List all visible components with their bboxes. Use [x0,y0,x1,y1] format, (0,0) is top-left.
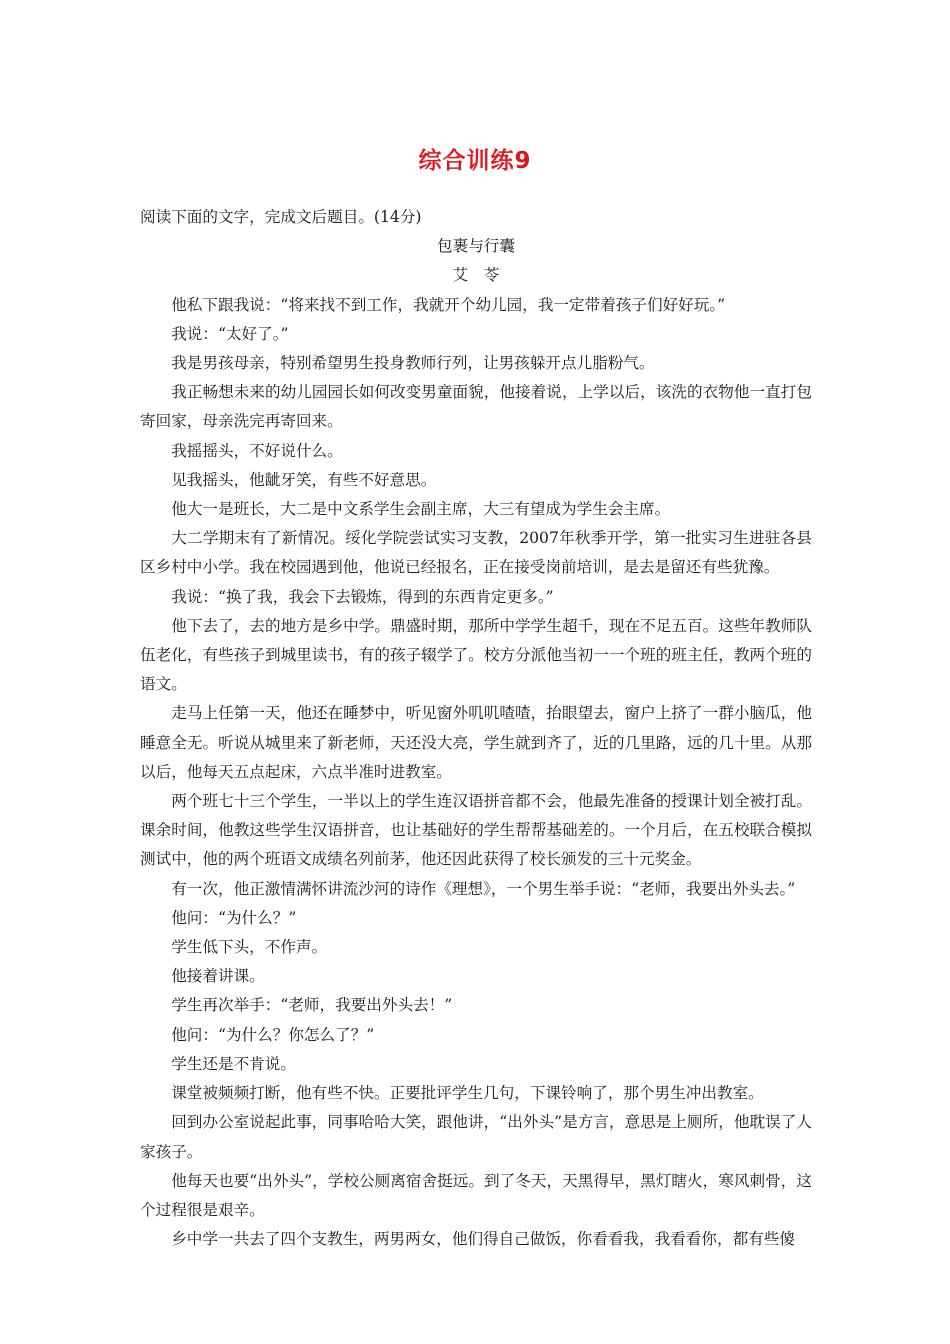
article-paragraph: 他接着讲课。 [171,967,265,986]
article-paragraph: 我是男孩母亲，特别希望男生投身教师行列，让男孩躲开点儿脂粉气。 [171,354,655,373]
article-paragraph: 学生再次举手：“老师，我要出外头去！” [171,996,453,1015]
article-paragraph: 大二学期末有了新情况。绥化学院尝试实习支教，2007年秋季开学，第一批实习生进驻各县区乡村中小学。我在校园遇到他，他说已经报名，正在接受岗前培训，是去是留还有些犹豫。 [140,529,812,577]
article-paragraph: 他问：“为什么？” [171,908,297,927]
article-paragraph: 有一次，他正激情满怀讲流沙河的诗作《理想》，一个男生举手说：“老师，我要出外头去。” [171,879,796,898]
article-title: 包裹与行囊 [437,237,515,256]
article-paragraph: 他每天也要“出外头”，学校公厕离宿舍挺远。到了冬天，天黑得早，黑灯瞎火，寒风刺骨，这个过程很是艰辛。 [140,1171,812,1219]
article-paragraph: 走马上任第一天，他还在睡梦中，听见窗外叽叽喳喳，抬眼望去，窗户上挤了一群小脑瓜，他睡意全无。听说从城里来了新老师，天还没大亮，学生就到齐了，近的几里路，远的几十里。从那以后，他每天五点起床，六点半准时进教室。 [140,704,812,781]
article-paragraph: 他下去了，去的地方是乡中学。鼎盛时期，那所中学学生超千，现在不足五百。这些年教师队伍老化，有些孩子到城里读书，有的孩子辍学了。校方分派他当初一一个班的班主任，教两个班的语文。 [140,616,812,694]
article-paragraph: 他大一是班长，大二是中文系学生会副主席，大三有望成为学生会主席。 [171,500,671,519]
document-body [140,203,812,1254]
instruction-text: 阅读下面的文字，完成文后题目。(14分) [140,208,422,226]
article-paragraph: 课堂被频频打断，他有些不快。正要批评学生几句，下课铃响了，那个男生冲出教室。 [171,1084,764,1103]
article-paragraph: 我摇摇头，不好说什么。 [171,441,343,460]
article-paragraph: 学生还是不肯说。 [171,1054,296,1073]
article-paragraph: 他问：“为什么？你怎么了？” [171,1025,375,1044]
page-title: 综合训练9 [418,148,532,174]
article-paragraph: 回到办公室说起此事，同事哈哈大笑，跟他讲，“出外头”是方言，意思是上厕所，他耽误了人家孩子。 [140,1113,812,1161]
article-paragraph: 两个班七十三个学生，一半以上的学生连汉语拼音都不会，他最先准备的授课计划全被打乱。课余时间，他教这些学生汉语拼音，也让基础好的学生帮帮基础差的。一个月后，在五校联合模拟测试中，他的两个班语文成绩名列前茅，他还因此获得了校长颁发的三十元奖金。 [140,792,812,869]
article-paragraph: 见我摇头，他龇牙笑，有些不好意思。 [171,470,437,489]
article-paragraph: 我说：“换了我，我会下去锻炼，得到的东西肯定更多。” [171,587,554,606]
article-paragraph: 乡中学一共去了四个支教生，两男两女，他们得自己做饭，你看看我，我看看你，都有些傻 [171,1230,795,1249]
article-paragraph: 他私下跟我说：“将来找不到工作，我就开个幼儿园，我一定带着孩子们好好玩。” [171,295,726,314]
article-paragraph: 我正畅想未来的幼儿园园长如何改变男童面貌，他接着说，上学以后，该洗的衣物他一直打包寄回家，母亲洗完再寄回来。 [140,383,812,431]
article-author: 艾 苓 [452,266,500,285]
article-paragraph: 学生低下头，不作声。 [171,938,328,957]
article-paragraphs [140,291,812,1255]
article-paragraph: 我说：“太好了。” [171,324,289,343]
